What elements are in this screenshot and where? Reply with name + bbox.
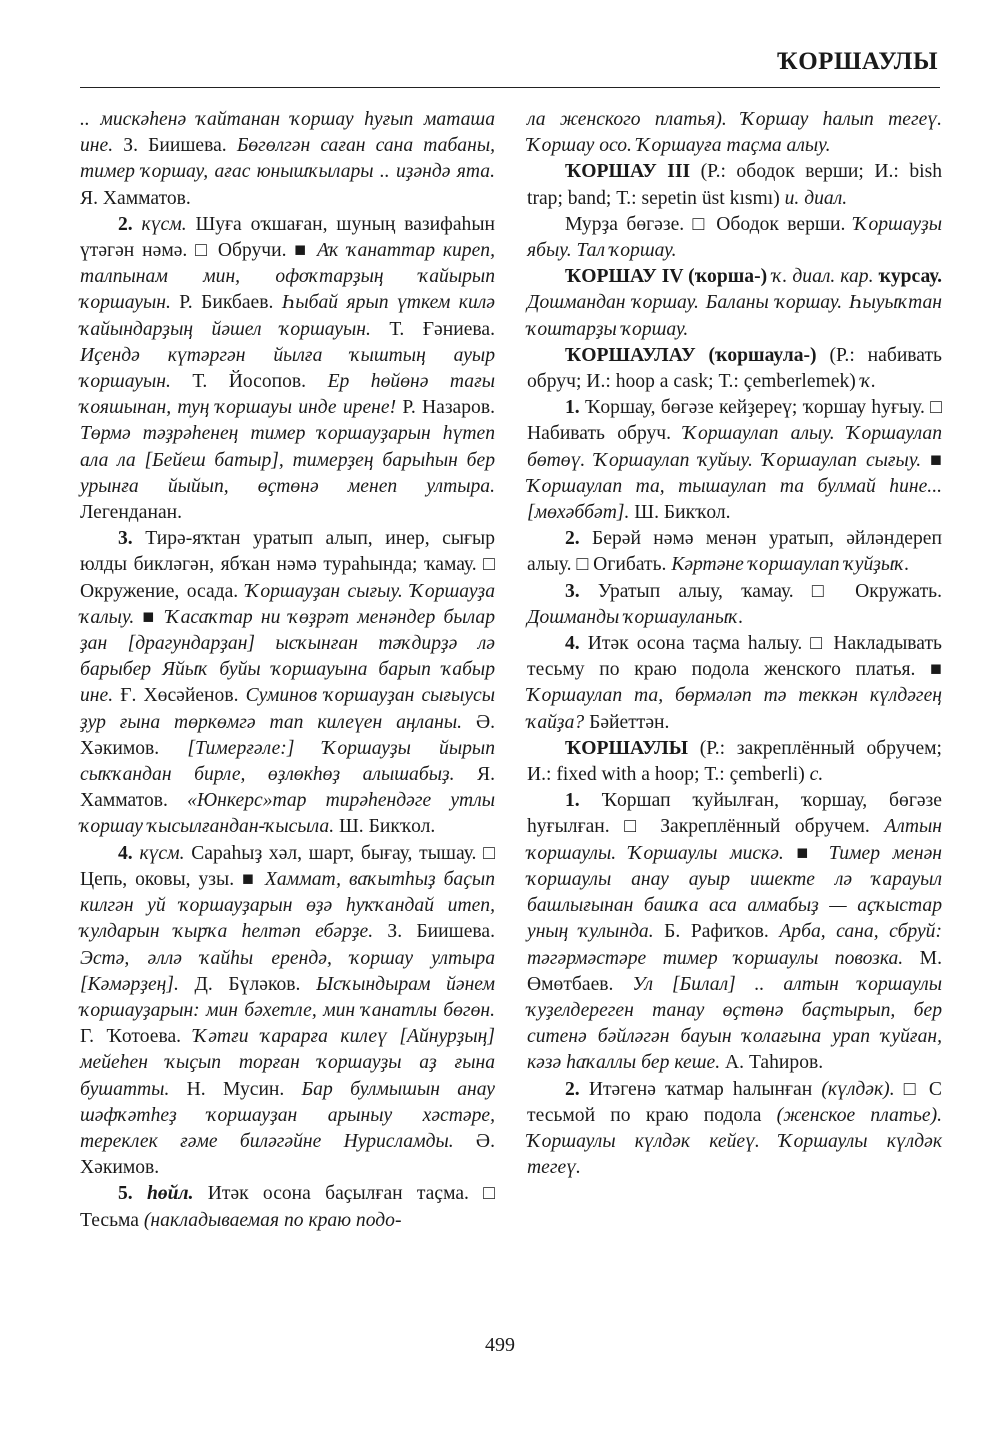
dictionary-paragraph: .. мискәһенә ҡайтанан ҡоршау һуғып маташа ине. З. Биишева. Бөгөлгән саған сана табаны, тимер ҡоршау, ағас юнышҡылары .. иҙәндә ята. Я. Хамматов.: [80, 109, 495, 209]
dictionary-paragraph: 4. Итәк осона таҫма һалыу. □ Накладывать тесьму по краю подола женского платья. ■ Ҡоршаулап та, бөрмәләп тә теккән күлдәгең ҡайҙа? Бәйеттән.: [527, 633, 942, 733]
dictionary-paragraph: 5. һөйл. Итәк осона баҫылған таҫма. □ Тесьма (накладываемая по краю подо-: [80, 1183, 496, 1231]
dictionary-paragraph: 3. Тирә-яҡтан уратып алып, инер, сығыр юлды бикләгән, ябҡан нәмә тураһында; ҡамау. □ Окружение, осада. Ҡоршауҙан сығыу. Ҡоршауҙа ҡалыу. ■ Ҡасаҡтар ни ҡөҙрәт менәндер былар ҙан [драгундарҙан] ысҡынған тәҡдирҙә лә барыбер Яйыҡ буйы ҡоршауына барып ҡабыр ине. Ғ. Хөсәйенов. Суминов ҡоршауҙан сығыусы ҙур ғына төркөмгә тап килеүен аңланы. Ә. Хәкимов. [Тимерғәле:] Ҡоршауҙы йырып сыҡҡандан бирле, өҙлөкһөҙ алышабыҙ. Я. Хамматов. «Юнкерс»тар тирәһендәге утлы ҡоршау ҡысылғандан-ҡысыла. Ш. Бикҡол.: [80, 528, 496, 838]
dictionary-paragraph: 2. Берәй нәмә менән уратып, әйләндереп алыу. □ Огибать. Кәртәне ҡоршаулап ҡуйҙыҡ.: [527, 528, 942, 576]
right-column: [527, 107, 942, 1181]
dictionary-paragraph: 2. күсм. Шуға оҡшаған, шуның вазифаһын үтәгән нәмә. □ Обручи. ■ Аҡ ҡанаттар киреп, талпынам мин, офоҡтарҙың ҡайырып ҡоршауын. Р. Бикбаев. Һыбай ярып үткем килә ҡайындарҙың йәшел ҡоршауын. Т. Ғәниева. Иҫендә күтәргән йылға ҡыштың ауыр ҡоршауын. Т. Йосопов. Ер һөйөнә тағы ҡояшынан, туң ҡоршауы инде ирене! Р. Назаров. Төрмә тәҙрәһенең тимер ҡоршауҙарын һүтеп ала ла [Бейеш батыр], тимерҙең барыһын бер урынға йыйып, өҫтөнә менеп ултыра. Легенданан.: [80, 213, 495, 524]
dictionary-paragraph: 3. Уратып алыу, ҡамау. □ Окружать. Дошманды ҡоршауланыҡ.: [527, 580, 942, 628]
left-column: [80, 107, 495, 1234]
dictionary-paragraph: 4. күсм. Сараһыҙ хәл, шарт, бығау, тышау. □ Цепь, оковы, узы. ■ Хаммат, ваҡытһыҙ баҫып килгән уй ҡоршауҙарын өҙә һуҡҡандай итеп, ҡулдарын ҡырҡа һелтәп ебәрҙе. З. Биишева. Эстә, әллә ҡайһы ерендә, ҡоршау ултыра [Кәмәрҙең]. Д. Бүләков. Ысҡындырам йәнем ҡоршауҙарын: мин бәхетле, мин ҡанатлы бөгөн. Г. Ҡотоева. Ҡәтғи ҡарарға килеү [Айнурҙың] мейеһен ҡыҫып торған ҡоршауҙы аҙ ғына бушатты. Н. Мусин. Бар булмышын анау шәфҡәтһеҙ ҡоршауҙан арыныу хәстәре, тереклек ғәме биләгәйне Нурисламды. Ә. Хәкимов.: [80, 842, 496, 1179]
dictionary-paragraph: 1. Ҡоршап ҡуйылған, ҡоршау, бөгәзе һуғылған. □ Закреплённый обручем. Алтын ҡоршаулы. Ҡоршаулы мискә. ■ Тимер менән ҡоршаулы анау ауыр ишекте лә ҡарауыл башлығынан башҡа аса алмабыҙ — аҫҡыстар уның ҡулында. Б. Рафиҡов. Арба, сана, сбруй: тәгәрмәстәре тимер ҡоршаулы повозка. М. Өмөтбаев. Ул [Билал] .. алтын ҡоршаулы ҡуҙелдереген танау өҫтөнә баҫтырып, бер ситенә бәйләгән бауын ҡолағына урап ҡуйған, кәзә һаҡаллы бер кеше. А. Таһиров.: [527, 790, 942, 1074]
dictionary-paragraph: 2. Итәгенә ҡатмар һалынған (күлдәк). □ С тесьмой по краю подола (женское платье). Ҡоршаулы күлдәк кейеү. Ҡоршаулы күлдәк тегеү.: [527, 1078, 942, 1179]
page-number: 499: [485, 1334, 515, 1356]
dictionary-paragraph: Мурҙа бөгәзе. □ Ободок верши. Ҡоршауҙы ябыу. Тал ҡоршау.: [527, 213, 942, 262]
dictionary-paragraph: ҠОРШАУ IV (ҡорша-) ҡ. диал. кар. ҡурсау. Дошмандан ҡоршау. Баланы ҡоршау. Һыуыҡтан ҡоштарҙы ҡоршау.: [527, 266, 942, 340]
header-rule: [80, 87, 940, 88]
dictionary-paragraph: ҠОРШАУЛЫ (Р.: закреплённый обручем; И.: fixed with a hoop; Т.: çemberli) с.: [527, 737, 942, 786]
dictionary-paragraph: ҠОРШАУ III (Р.: ободок верши; И.: bish trap; band; Т.: sepetin üst kısmı) и. диал.: [527, 161, 942, 209]
dictionary-paragraph: ла женского платья). Ҡоршау һалып тегеү. Ҡоршау осо. Ҡоршауға таҫма алыу.: [527, 109, 942, 157]
dictionary-paragraph: 1. Ҡоршау, бөгәзе кейҙереү; ҡоршау һуғыу. □ Набивать обруч. Ҡоршаулап алыу. Ҡоршаулап бөтөү. Ҡоршаулап ҡуйыу. Ҡоршаулап сығыу. ■ Ҡоршаулап та, тышаулап та булмай һине... [мөхәббәт]. Ш. Бикҡол.: [527, 397, 942, 524]
running-head: ҠОРШАУЛЫ: [777, 48, 938, 75]
dictionary-paragraph: ҠОРШАУЛАУ (ҡоршаула-) (Р.: набивать обруч; И.: hoop a cask; Т.: çemberlemek) ҡ.: [527, 344, 942, 393]
